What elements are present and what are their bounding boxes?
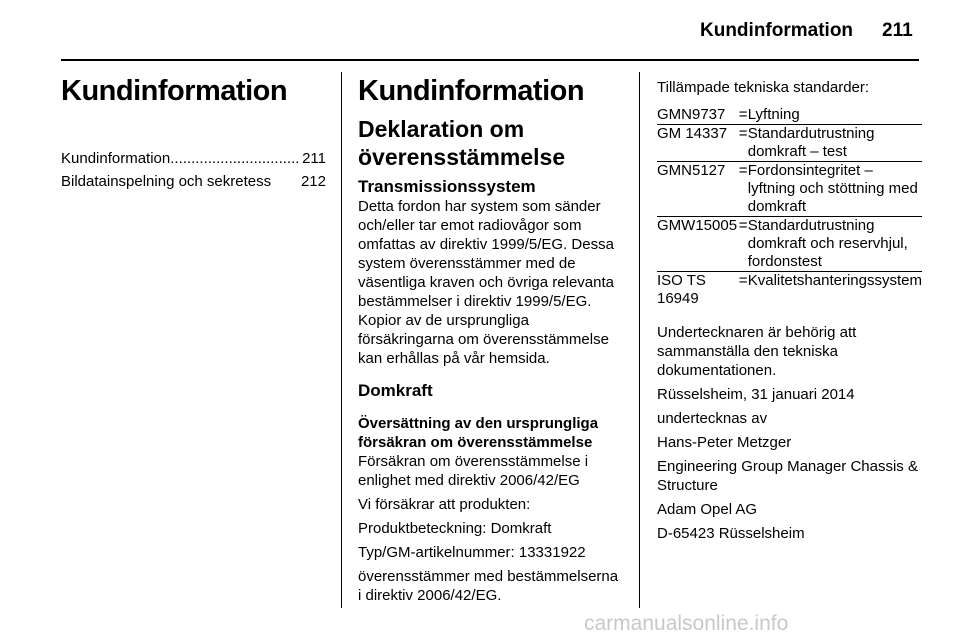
page-number: 211 — [882, 20, 913, 41]
table-row — [657, 217, 922, 272]
translation-heading: Översättning av den ursprungliga försäkran om överensstämmelse — [358, 415, 599, 451]
left-column — [61, 73, 326, 193]
toc-entry-page: 212 — [300, 173, 326, 190]
standard-code: GMN5127 — [657, 162, 739, 217]
table-row — [657, 106, 922, 125]
page-header-title: Kundinformation — [700, 20, 854, 41]
table-row — [657, 272, 922, 309]
table-of-contents — [61, 147, 326, 193]
toc-leader-dots — [170, 147, 300, 170]
column-divider — [341, 72, 342, 608]
paragraph: Vi försäkrar att produkten: — [358, 496, 531, 513]
standard-code: GMN9737 — [657, 106, 726, 123]
signatory-name: Hans-Peter Metzger — [657, 434, 792, 451]
toc-entry-page: 211 — [302, 150, 326, 167]
standard-code: ISO TS 16949 — [657, 272, 739, 309]
standard-description: Fordonsintegritet – lyftning och stöttning med domkraft — [748, 162, 922, 217]
standard-code: GM 14337 — [657, 125, 739, 162]
paragraph: Undertecknaren är behörig att sammanställa den tekniska dokumentationen. — [657, 324, 857, 379]
toc-entry-label: Kundinformation — [61, 150, 171, 167]
company-address: D-65423 Rüsselsheim — [657, 525, 805, 542]
header-divider — [61, 59, 919, 61]
equals-sign: = — [739, 162, 748, 217]
toc-entry[interactable] — [61, 170, 326, 193]
section-title: Kundinformation — [358, 75, 585, 107]
standard-description: Standardutrustning domkraft – test — [748, 125, 922, 162]
toc-entry-label: Bildatainspelning och sekretess — [61, 173, 272, 190]
paragraph: överensstämmer med bestämmelserna i direktiv 2006/42/EG. — [358, 568, 619, 604]
equals-sign: = — [738, 106, 748, 123]
paragraph: Försäkran om överensstämmelse i enlighet med direktiv 2006/42/EG — [358, 453, 589, 489]
middle-column — [358, 73, 624, 605]
column-divider — [639, 72, 640, 608]
table-row — [657, 162, 922, 217]
paragraph: undertecknas av — [657, 410, 768, 427]
equals-sign: = — [739, 272, 748, 309]
jack-heading: Domkraft — [358, 381, 433, 400]
standard-description: Lyftning — [747, 106, 800, 123]
date-line: Rüsselsheim, 31 januari 2014 — [657, 386, 855, 403]
paragraph: Produktbeteckning: Domkraft — [358, 520, 552, 537]
watermark: carmanualsonline.info — [584, 612, 789, 635]
standards-intro: Tillämpade tekniska standarder: — [657, 79, 870, 96]
equals-sign: = — [739, 217, 748, 272]
company-name: Adam Opel AG — [657, 501, 758, 518]
transmission-heading: Transmissionssystem — [358, 177, 536, 196]
declaration-heading: Deklaration om överensstämmelse — [358, 116, 566, 170]
toc-entry[interactable] — [61, 147, 326, 170]
standards-table — [657, 106, 922, 308]
paragraph: Typ/GM-artikelnummer: 13331922 — [358, 544, 586, 561]
standard-description: Kvalitetshanteringssystem — [748, 272, 922, 309]
equals-sign: = — [739, 125, 748, 162]
right-column — [657, 78, 922, 543]
table-row — [657, 125, 922, 162]
chapter-title: Kundinformation — [61, 75, 288, 107]
standard-description: Standardutrustning domkraft och reservhjul, fordonstest — [748, 217, 922, 272]
signatory-title: Engineering Group Manager Chassis & Structure — [657, 458, 918, 494]
transmission-body: Detta fordon har system som sänder och/eller tar emot radiovågor som omfattas av direktiv 1999/5/EG. Dessa system överensstämmer med de väsentliga kraven och övriga relevanta bestämmelser i direktiv 1999/5/EG. Kopior av de ursprungliga försäkringarna om överensstämmelse kan erhållas på vår hemsida. — [358, 198, 614, 367]
standard-code: GMW15005 — [657, 217, 739, 272]
